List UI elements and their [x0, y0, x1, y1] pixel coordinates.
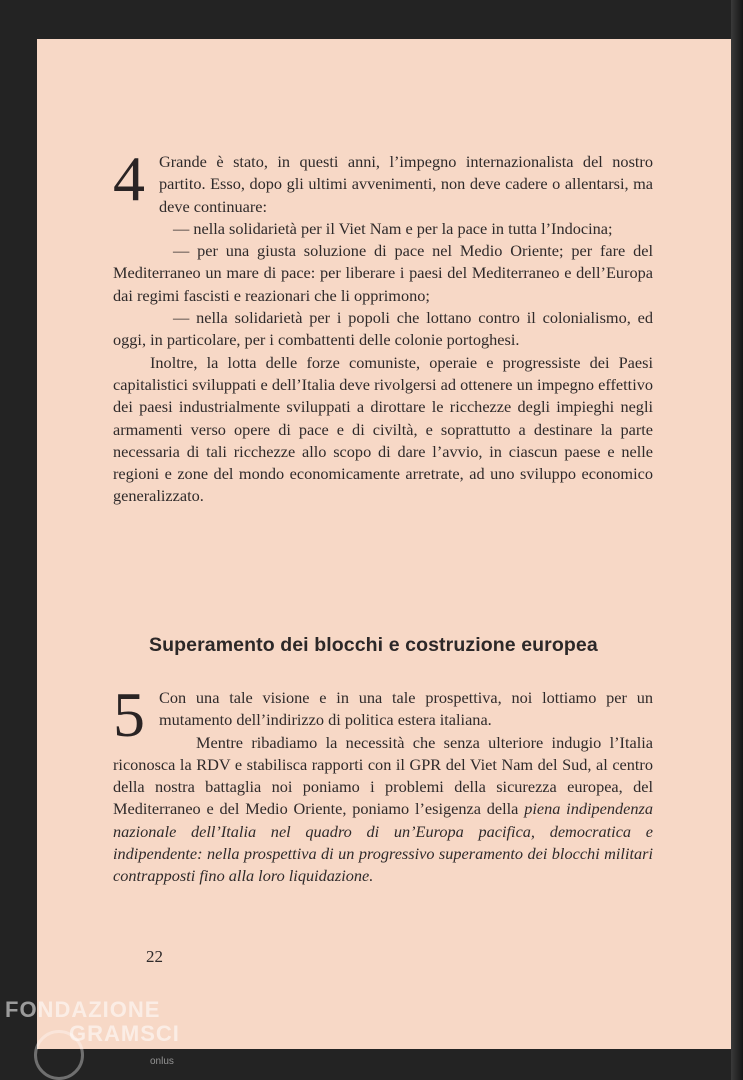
- section-4-item-vietnam: — nella solidarietà per il Viet Nam e per la pace in tutta l’Indocina;: [173, 218, 613, 238]
- book-spine: [731, 0, 743, 1080]
- section-4-item-medio-oriente: — per una giusta soluzione di pace nel Medio Oriente; per fare del Mediterraneo un mare di pace: per liberare i paesi del Mediterraneo e dell’Europa dai regimi fascisti e reazionari che li opprimono;: [113, 241, 653, 305]
- section-4-item-colonialismo: — nella solidarietà per i popoli che lottano contro il colonialismo, ed oggi, in particolare, per i combattenti delle colonie portoghesi.: [113, 308, 653, 350]
- section-4: [113, 143, 653, 508]
- watermark-line-2: GRAMSCI: [69, 1021, 180, 1046]
- watermark-line-1: FONDAZIONE: [5, 997, 161, 1022]
- section-5-paragraph-2-italic: piena indipendenza nazionale dell’Italia nel quadro di un’Europa pacifica, democratica e indipendente: nella prospettiva di un progressivo superamento dei blocchi militari contrapposti fino alla loro liquidazione.: [113, 799, 653, 886]
- section-5: [113, 679, 653, 888]
- page-number: 22: [146, 947, 163, 966]
- section-4-paragraph-2: Inoltre, la lotta delle forze comuniste, operaie e progressiste dei Paesi capitalistici sviluppati e dell’Italia deve rivolgersi ad ottenere un impegno effettivo dei paesi industrialmente sviluppati a dirottare le ricchezze degli impieghi negli armamenti verso opere di pace e di civiltà, e soprattutto a destinare la parte necessaria di tali ricchezze allo scopo di dare l’avvio, in ciascun paese e nelle regioni e zone del mondo economicamente arretrate, ad uno sviluppo economico generalizzato.: [113, 352, 653, 506]
- section-5-paragraph-2-plain: Mentre ribadiamo la necessità che senza ulteriore indugio l’Italia riconosca la RDV e stabilisca rapporti con il GPR del Viet Nam del Sud, al centro della nostra battaglia noi poniamo i problemi della sicurezza europea, del Mediterraneo e del Medio Oriente, poniamo l’esigenza della: [113, 732, 653, 819]
- section-5-intro: Con una tale visione e in una tale prospettiva, noi lottiamo per un mutamento dell’indirizzo di politica estera italiana.: [159, 688, 653, 730]
- section-5-number: 5: [113, 679, 145, 750]
- watermark-suffix: onlus: [150, 1056, 174, 1067]
- watermark: [5, 997, 180, 1067]
- section-5-paragraph-2: [113, 732, 653, 888]
- section-4-intro: Grande è stato, in questi anni, l’impegno internazionalista del nostro partito. Esso, dopo gli ultimi avvenimenti, non deve cadere o allentarsi, ma deve continuare:: [159, 152, 653, 216]
- section-heading: Superamento dei blocchi e costruzione europea: [149, 634, 598, 656]
- section-4-number: 4: [113, 143, 145, 214]
